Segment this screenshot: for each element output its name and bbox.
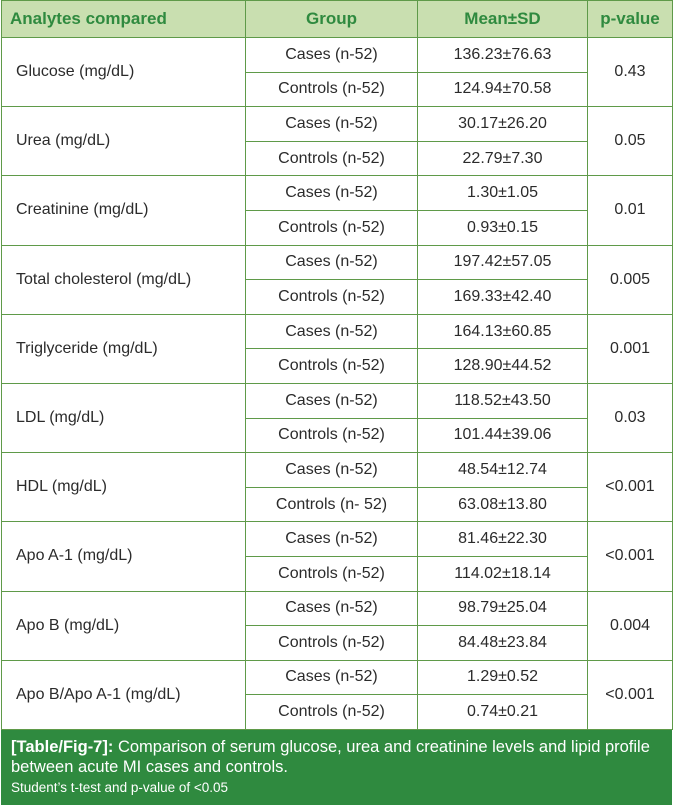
p-value-cell: 0.004 xyxy=(588,591,673,660)
group-cell: Cases (n-52) xyxy=(246,176,418,211)
mean-sd-cell: 84.48±23.84 xyxy=(418,626,588,661)
mean-sd-cell: 1.30±1.05 xyxy=(418,176,588,211)
mean-sd-cell: 169.33±42.40 xyxy=(418,280,588,315)
group-cell: Cases (n-52) xyxy=(246,522,418,557)
mean-sd-cell: 124.94±70.58 xyxy=(418,72,588,107)
mean-sd-cell: 22.79±7.30 xyxy=(418,141,588,176)
p-value-cell: 0.005 xyxy=(588,245,673,314)
table-row xyxy=(2,176,673,211)
group-cell: Controls (n-52) xyxy=(246,695,418,730)
group-cell: Controls (n-52) xyxy=(246,418,418,453)
header-p-value: p-value xyxy=(588,1,673,38)
group-cell: Cases (n-52) xyxy=(246,245,418,280)
table-row xyxy=(2,522,673,557)
group-cell: Controls (n-52) xyxy=(246,280,418,315)
mean-sd-cell: 1.29±0.52 xyxy=(418,660,588,695)
group-cell: Cases (n-52) xyxy=(246,453,418,488)
table-row xyxy=(2,314,673,349)
table-row xyxy=(2,38,673,73)
analyte-cell: Apo A-1 (mg/dL) xyxy=(2,522,246,591)
analyte-cell: HDL (mg/dL) xyxy=(2,453,246,522)
group-cell: Controls (n- 52) xyxy=(246,487,418,522)
table-caption xyxy=(1,730,672,805)
table-body xyxy=(2,38,673,730)
results-table xyxy=(1,0,673,730)
table-figure xyxy=(1,0,672,805)
analyte-cell: Triglyceride (mg/dL) xyxy=(2,314,246,383)
group-cell: Controls (n-52) xyxy=(246,72,418,107)
mean-sd-cell: 81.46±22.30 xyxy=(418,522,588,557)
p-value-cell: <0.001 xyxy=(588,660,673,729)
p-value-cell: 0.43 xyxy=(588,38,673,107)
mean-sd-cell: 136.23±76.63 xyxy=(418,38,588,73)
mean-sd-cell: 98.79±25.04 xyxy=(418,591,588,626)
header-analytes: Analytes compared xyxy=(2,1,246,38)
p-value-cell: 0.05 xyxy=(588,107,673,176)
mean-sd-cell: 48.54±12.74 xyxy=(418,453,588,488)
group-cell: Controls (n-52) xyxy=(246,141,418,176)
analyte-cell: Total cholesterol (mg/dL) xyxy=(2,245,246,314)
analyte-cell: Glucose (mg/dL) xyxy=(2,38,246,107)
mean-sd-cell: 30.17±26.20 xyxy=(418,107,588,142)
analyte-cell: Apo B/Apo A-1 (mg/dL) xyxy=(2,660,246,729)
analyte-cell: Urea (mg/dL) xyxy=(2,107,246,176)
mean-sd-cell: 114.02±18.14 xyxy=(418,556,588,591)
header-mean-sd: Mean±SD xyxy=(418,1,588,38)
mean-sd-cell: 118.52±43.50 xyxy=(418,383,588,418)
p-value-cell: <0.001 xyxy=(588,453,673,522)
group-cell: Controls (n-52) xyxy=(246,210,418,245)
caption-text: Comparison of serum glucose, urea and creatinine levels and lipid profile between acute MI cases and controls. xyxy=(11,737,650,776)
table-row xyxy=(2,453,673,488)
caption-label: [Table/Fig-7]: xyxy=(11,737,114,756)
header-row xyxy=(2,1,673,38)
caption-note: Student’s t-test and p-value of <0.05 xyxy=(11,779,229,795)
p-value-cell: 0.01 xyxy=(588,176,673,245)
group-cell: Controls (n-52) xyxy=(246,556,418,591)
group-cell: Cases (n-52) xyxy=(246,314,418,349)
analyte-cell: LDL (mg/dL) xyxy=(2,383,246,452)
group-cell: Controls (n-52) xyxy=(246,349,418,384)
group-cell: Cases (n-52) xyxy=(246,383,418,418)
group-cell: Cases (n-52) xyxy=(246,591,418,626)
group-cell: Cases (n-52) xyxy=(246,107,418,142)
mean-sd-cell: 101.44±39.06 xyxy=(418,418,588,453)
group-cell: Cases (n-52) xyxy=(246,38,418,73)
mean-sd-cell: 197.42±57.05 xyxy=(418,245,588,280)
table-row xyxy=(2,660,673,695)
mean-sd-cell: 164.13±60.85 xyxy=(418,314,588,349)
p-value-cell: 0.001 xyxy=(588,314,673,383)
analyte-cell: Creatinine (mg/dL) xyxy=(2,176,246,245)
p-value-cell: 0.03 xyxy=(588,383,673,452)
header-group: Group xyxy=(246,1,418,38)
analyte-cell: Apo B (mg/dL) xyxy=(2,591,246,660)
table-row xyxy=(2,245,673,280)
group-cell: Cases (n-52) xyxy=(246,660,418,695)
p-value-cell: <0.001 xyxy=(588,522,673,591)
table-row xyxy=(2,107,673,142)
caption-text-line xyxy=(11,737,662,777)
table-row xyxy=(2,383,673,418)
mean-sd-cell: 0.74±0.21 xyxy=(418,695,588,730)
mean-sd-cell: 128.90±44.52 xyxy=(418,349,588,384)
group-cell: Controls (n-52) xyxy=(246,626,418,661)
mean-sd-cell: 0.93±0.15 xyxy=(418,210,588,245)
table-row xyxy=(2,591,673,626)
mean-sd-cell: 63.08±13.80 xyxy=(418,487,588,522)
